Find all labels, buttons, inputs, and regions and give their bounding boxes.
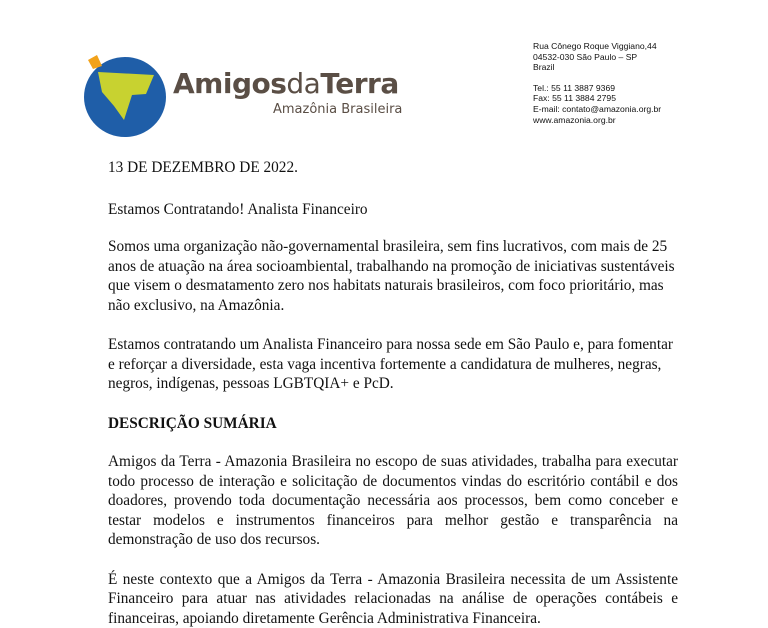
letter-context-paragraph: É neste contexto que a Amigos da Terra - Amazonia Brasileira necessita de um Assistente Financeiro para atuar nas atividades relacionadas na análise de operações contábeis e financeiras, apoiando diretamente Gerência Administrativa Financeira. <box>108 570 678 628</box>
address-spacer <box>533 73 661 83</box>
logo-name-terra: Terra <box>320 67 398 100</box>
letter-hiring-title: Estamos Contratando! Analista Financeiro <box>108 200 678 220</box>
logo-wordmark <box>173 67 399 100</box>
letter-body <box>108 158 678 628</box>
address-country: Brazil <box>533 62 661 73</box>
logo-subtitle: Amazônia Brasileira <box>273 102 402 117</box>
address-tel: Tel.: 55 11 3887 9369 <box>533 83 661 94</box>
letter-diversity-paragraph: Estamos contratando um Analista Financeiro para nossa sede em São Paulo e, para fomentar e reforçar a diversidade, esta vaga incentiva fortemente a candidatura de mulheres, negras, negros, indígenas, pessoas LGBTQIA+ e PcD. <box>108 335 678 394</box>
address-fax: Fax: 55 11 3884 2795 <box>533 93 661 104</box>
letter-description-paragraph: Amigos da Terra - Amazonia Brasileira no escopo de suas atividades, trabalha para executar todo processo de interação e solicitação de documentos vindas do escritório contábil e dos doadores, provendo toda documentação necessária aos processos, bem como conceber e testar modelos e instrumentos financeiros para melhor gestão e transparência na demonstração de uso dos recursos. <box>108 452 678 550</box>
address-block <box>533 41 661 125</box>
letter-date: 13 DE DEZEMBRO DE 2022. <box>108 158 678 178</box>
organization-logo <box>80 48 400 143</box>
letter-intro-paragraph: Somos uma organização não-governamental brasileira, sem fins lucrativos, com mais de 25 anos de atuação na área socioambiental, trabalhando na promoção de iniciativas sustentáveis que visem o desmatamento zero nos habitats naturais brasileiros, com foco prioritário, mas não exclusivo, na Amazônia. <box>108 237 678 315</box>
section-heading: DESCRIÇÃO SUMÁRIA <box>108 414 678 434</box>
globe-logo-icon <box>80 48 170 143</box>
address-email: E-mail: contato@amazonia.org.br <box>533 104 661 115</box>
address-city: 04532-030 São Paulo – SP <box>533 52 661 63</box>
logo-name-amigos: Amigos <box>173 67 286 100</box>
address-web: www.amazonia.org.br <box>533 115 661 126</box>
address-street: Rua Cônego Roque Viggiano,44 <box>533 41 661 52</box>
logo-name-da: da <box>286 67 320 100</box>
